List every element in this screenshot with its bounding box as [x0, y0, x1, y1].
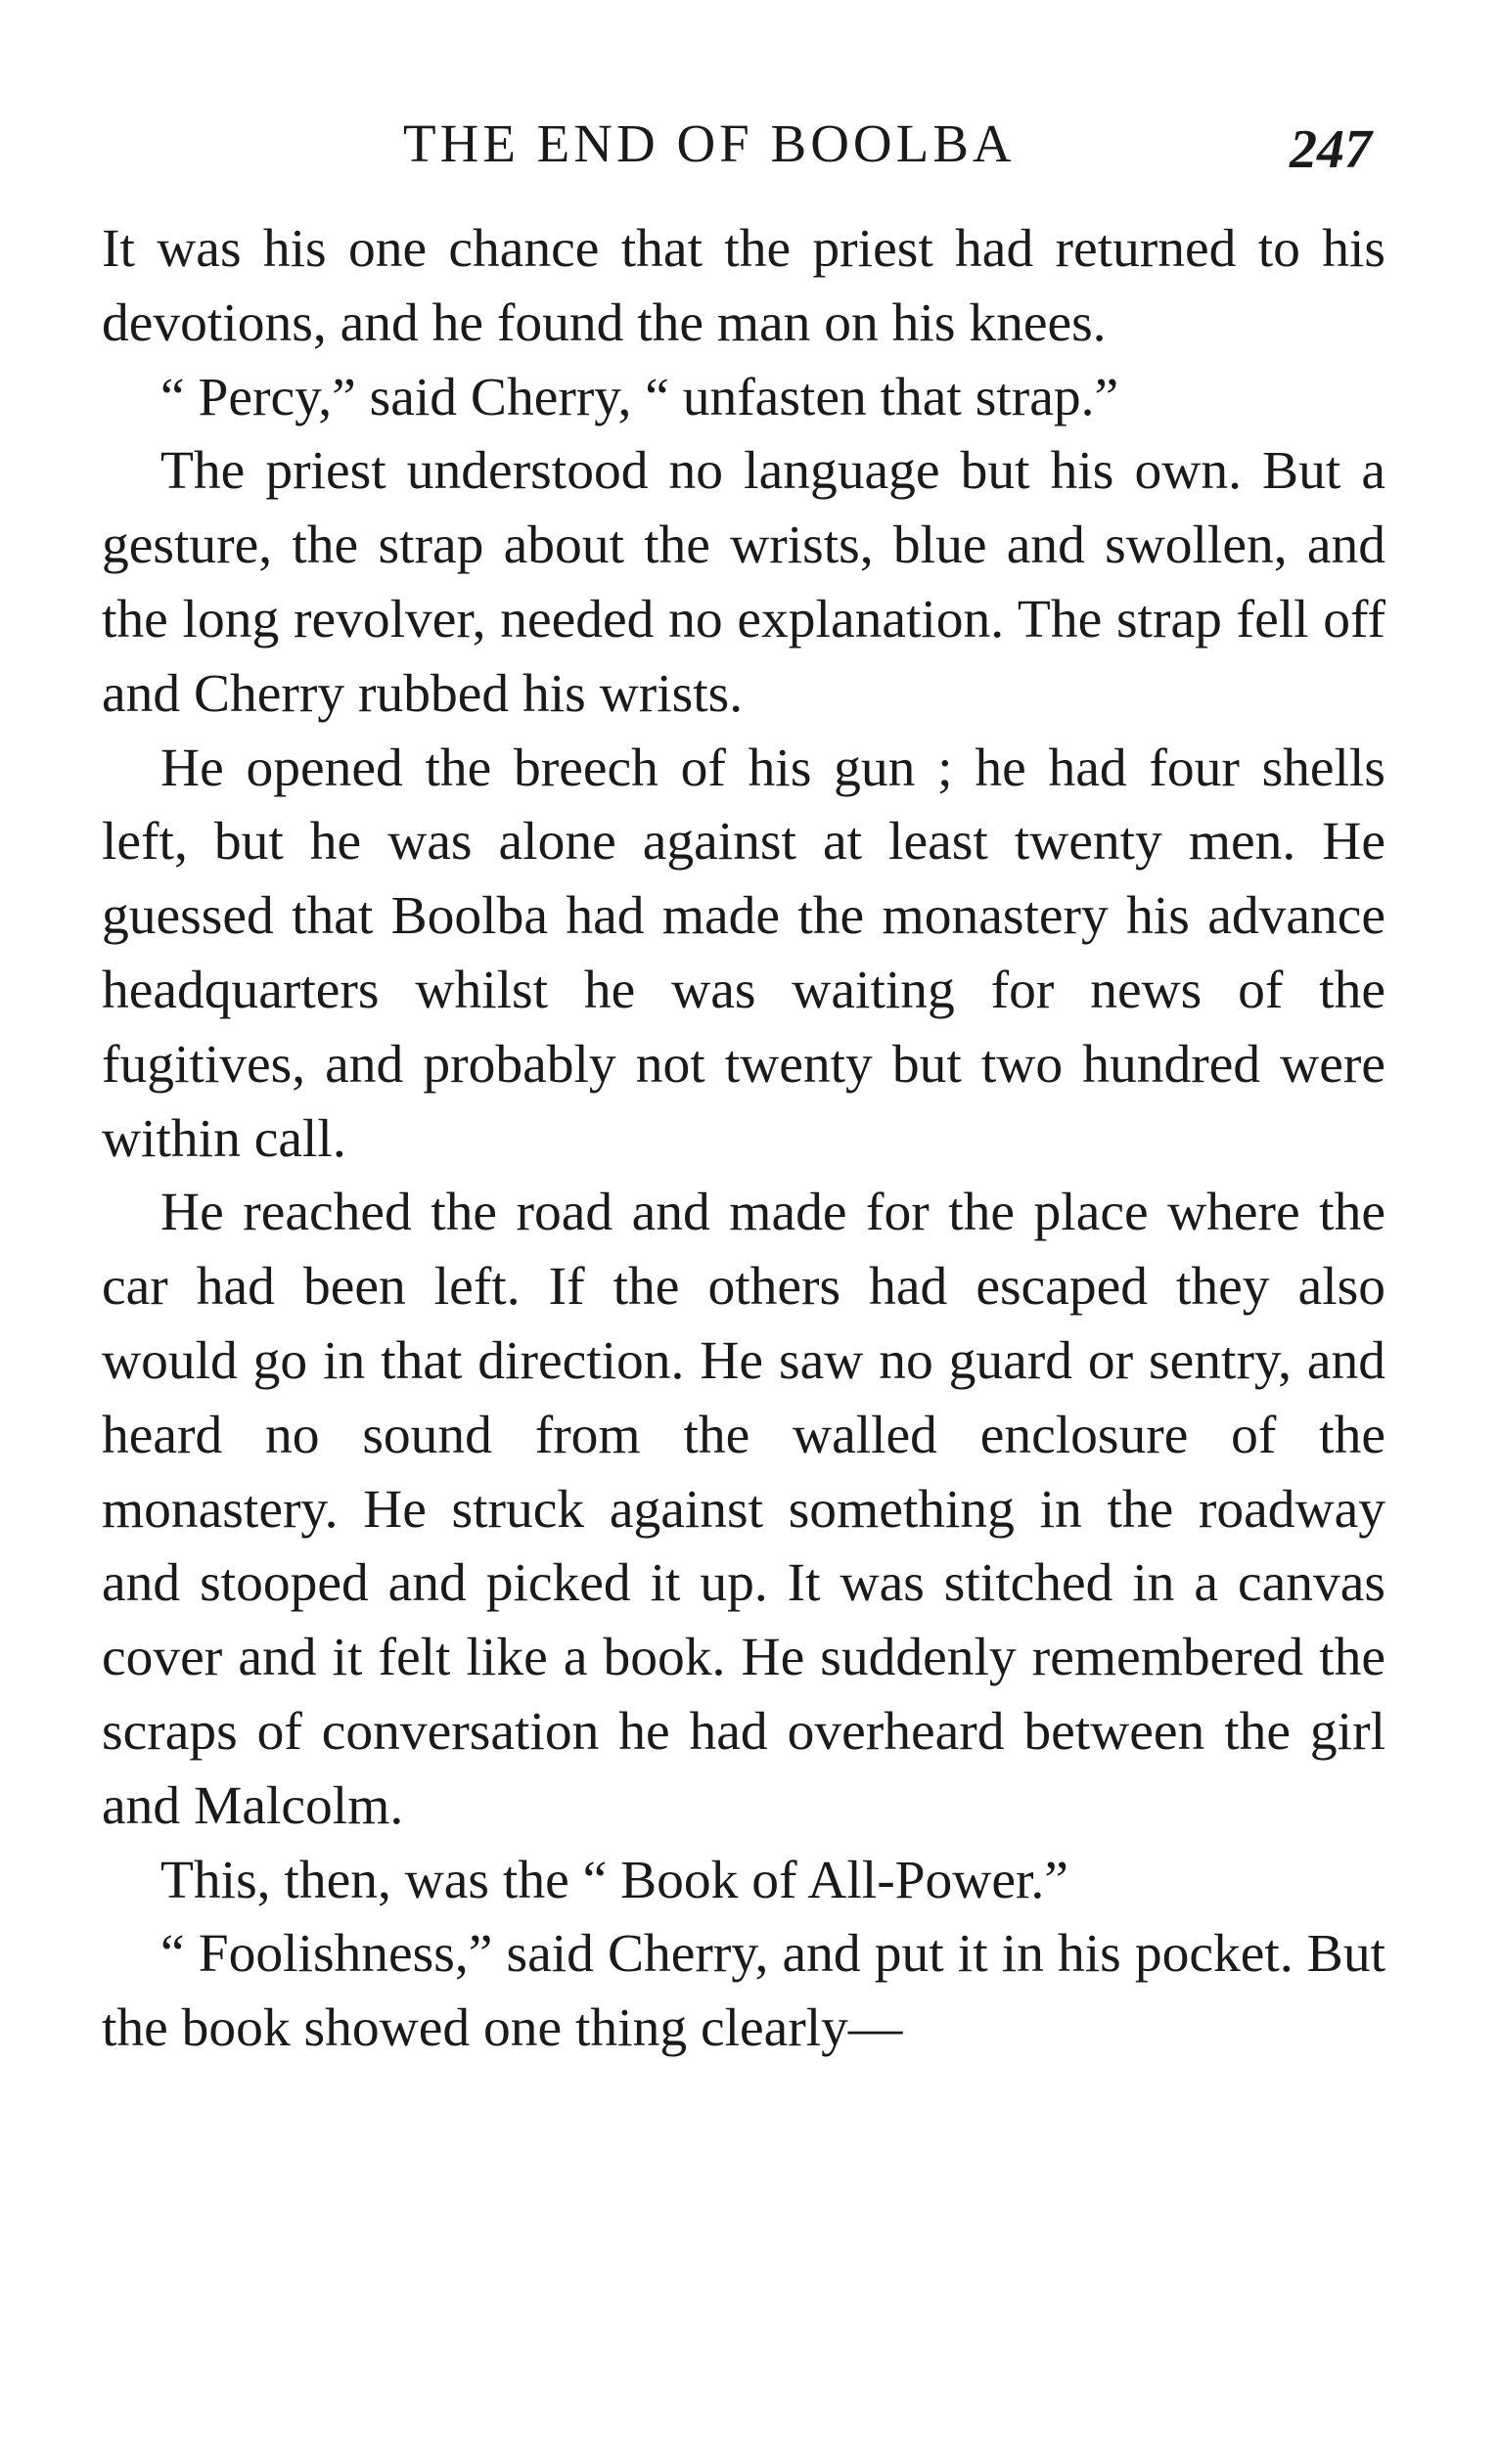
- paragraph: The priest understood no language but his own. But a gesture, the strap about the wrists, blue and swollen, and the long revolver, needed no explanation. The strap fell off and Cherry rubbed his wrists.: [102, 441, 1385, 724]
- page-number: 247: [1290, 119, 1372, 180]
- running-head: [0, 110, 1498, 178]
- running-title: THE END OF BOOLBA: [403, 113, 1016, 173]
- paragraph: It was his one chance that the priest had returned to his devotions, and he found the man on his knees.: [102, 219, 1385, 353]
- paragraph: He opened the breech of his gun ; he had four shells left, but he was alone against at least twenty men. He guessed that Boolba had made the monastery his advance headquarters whilst he was waiting for news of the fugitives, and probably not twenty but two hundred were within call.: [102, 738, 1385, 1169]
- body-text: [102, 212, 1385, 2066]
- paragraph: He reached the road and made for the place where the car had been left. If the others had escaped they also would go in that direction. He saw no guard or sentry, and heard no sound from the walled enclosure of the monastery. He struck against something in the roadway and stooped and picked it up. It was stitched in a canvas cover and it felt like a book. He suddenly remembered the scraps of conversation he had overheard between the girl and Malcolm.: [102, 1183, 1385, 1836]
- paragraph: This, then, was the “ Book of All-Power.”: [160, 1850, 1068, 1910]
- paragraph: “ Percy,” said Cherry, “ unfasten that strap.”: [160, 367, 1119, 427]
- paragraph: “ Foolishness,” said Cherry, and put it in his pocket. But the book showed one thing clearly—: [102, 1924, 1385, 2059]
